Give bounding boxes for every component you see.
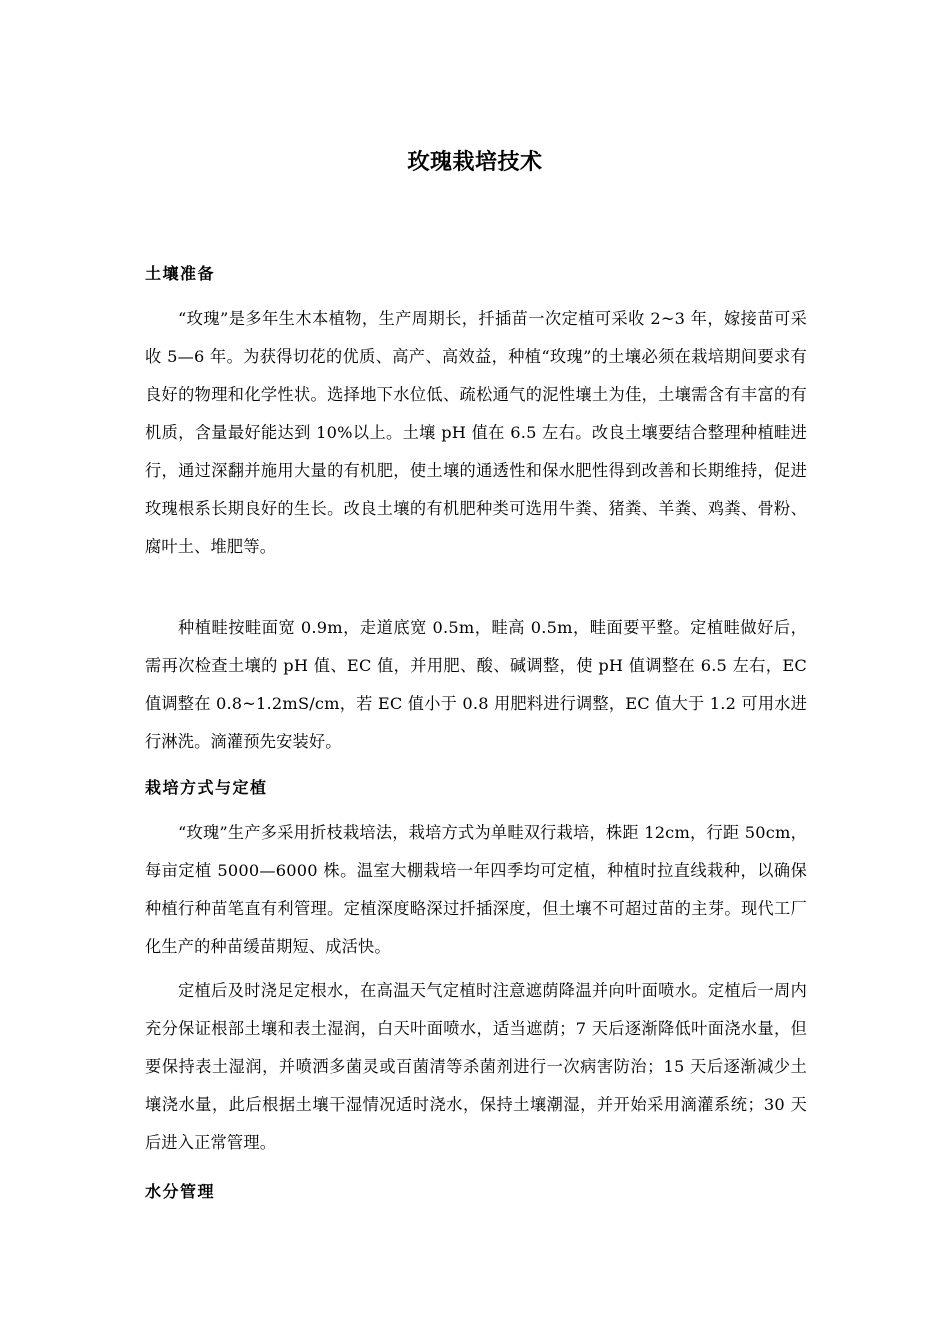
paragraph-soil-preparation-2: 种植畦按畦面宽 0.9m，走道底宽 0.5m，畦高 0.5m，畦面要平整。定植畦做好后，需再次检查土壤的 pH 值、EC 值，并用肥、酸、碱调整，使 pH 值调整在 6.5 左右，EC 值调整在 0.8~1.2mS/cm，若 EC 值小于 0.8 用肥料进行调整，EC 值大于 1.2 可用水进行淋洗。滴灌预先安装好。 [145, 618, 807, 751]
section-heading-soil-preparation: 土壤准备 [145, 264, 216, 283]
section-heading-water-management: 水分管理 [145, 1182, 216, 1201]
paragraph-cultivation-planting-2: 定植后及时浇足定根水，在高温天气定植时注意遮荫降温并向叶面喷水。定植后一周内充分保证根部土壤和表土湿润，白天叶面喷水，适当遮荫；7 天后逐渐降低叶面浇水量，但要保持表土湿润，并喷洒多菌灵或百菌清等杀菌剂进行一次病害防治；15 天后逐渐减少土壤浇水量，此后根据土壤干湿情况适时浇水，保持土壤潮湿，并开始采用滴灌系统；30 天后进入正常管理。 [145, 981, 807, 1152]
paragraph-cultivation-planting-1: “玫瑰”生产多采用折枝栽培法，栽培方式为单畦双行栽培，株距 12cm，行距 50cm，每亩定植 5000—6000 株。温室大棚栽培一年四季均可定植，种植时拉直线栽种，以确保种植行种苗笔直有利管理。定植深度略深过扦插深度，但土壤不可超过苗的主芽。现代工厂化生产的种苗缓苗期短、成活快。 [145, 823, 807, 956]
document-title: 玫瑰栽培技术 [407, 149, 543, 175]
section-heading-cultivation-planting: 栽培方式与定植 [145, 778, 268, 797]
paragraph-soil-preparation-1: “玫瑰”是多年生木本植物，生产周期长，扦插苗一次定植可采收 2~3 年，嫁接苗可采收 5—6 年。为获得切花的优质、高产、高效益，种植“玫瑰”的土壤必须在栽培期间要求有良好的物理和化学性状。选择地下水位低、疏松通气的泥性壤土为佳，土壤需含有丰富的有机质，含量最好能达到 10%以上。土壤 pH 值在 6.5 左右。改良土壤要结合整理种植畦进行，通过深翻并施用大量的有机肥，使土壤的通透性和保水肥性得到改善和长期维持，促进玫瑰根系长期良好的生长。改良土壤的有机肥种类可选用牛粪、猪粪、羊粪、鸡粪、骨粉、腐叶土、堆肥等。 [145, 309, 807, 556]
